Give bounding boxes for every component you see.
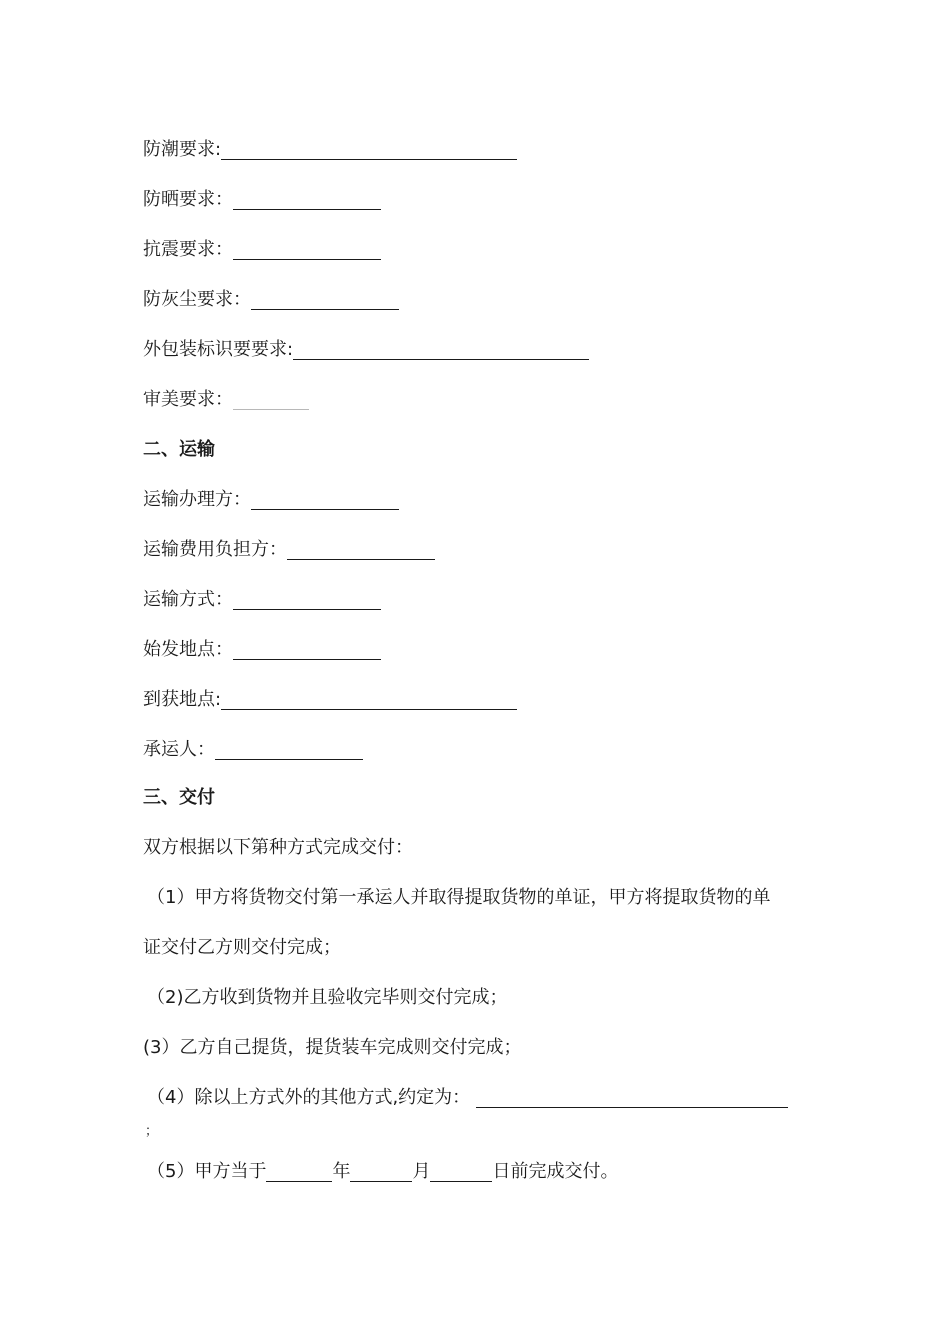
- moisture-requirement-row: [143, 138, 517, 162]
- field-label: 防潮要求:: [143, 139, 222, 160]
- fill-blank[interactable]: [287, 541, 435, 560]
- year-label: 年: [332, 1161, 351, 1182]
- fill-blank[interactable]: [221, 691, 517, 710]
- delivery-option-5: [147, 1160, 618, 1184]
- heading-text: 三、交付: [143, 787, 215, 808]
- aesthetic-requirement-row: [143, 388, 309, 412]
- field-label: 运输办理方：: [143, 489, 251, 510]
- day-blank[interactable]: [430, 1163, 492, 1182]
- paragraph-text: （1）甲方将货物交付第一承运人并取得提取货物的单证，甲方将提取货物的单: [147, 887, 771, 908]
- fill-blank[interactable]: [233, 191, 381, 210]
- field-label: 外包装标识要要求:: [143, 339, 294, 360]
- dustproof-requirement-row: [143, 288, 399, 312]
- paragraph-text: （2)乙方收到货物并且验收完毕则交付完成；: [147, 987, 508, 1008]
- fill-blank[interactable]: [233, 641, 381, 660]
- transport-cost-bearer-row: [143, 538, 435, 562]
- heading-text: 二、运输: [143, 439, 215, 460]
- paragraph-text: （4）除以上方式外的其他方式,约定为：: [147, 1087, 471, 1108]
- section-heading-delivery: [143, 786, 215, 810]
- delivery-option-4-terminator: [145, 1124, 158, 1140]
- delivery-option-1-continued: [143, 936, 341, 960]
- packaging-label-requirement-row: [143, 338, 589, 362]
- fill-blank[interactable]: [233, 391, 309, 410]
- transport-handler-row: [143, 488, 399, 512]
- destination-location-row: [143, 688, 517, 712]
- field-label: 承运人：: [143, 739, 215, 760]
- fill-blank[interactable]: [293, 341, 589, 360]
- paragraph-text: 证交付乙方则交付完成；: [143, 937, 341, 958]
- delivery-option-1: [147, 886, 770, 910]
- fill-blank[interactable]: [251, 291, 399, 310]
- day-label: 日前完成交付。: [492, 1161, 619, 1182]
- paragraph-text: 双方根据以下第种方式完成交付：: [143, 837, 413, 858]
- field-label: 防晒要求：: [143, 189, 233, 210]
- carrier-row: [143, 738, 363, 762]
- shockproof-requirement-row: [143, 238, 381, 262]
- delivery-intro: [143, 836, 413, 860]
- field-label: 抗震要求：: [143, 239, 233, 260]
- section-heading-transport: [143, 438, 215, 462]
- paragraph-text: （5）甲方当于: [147, 1161, 267, 1182]
- field-label: 运输费用负担方：: [143, 539, 287, 560]
- fill-blank[interactable]: [215, 741, 363, 760]
- sun-protection-requirement-row: [143, 188, 381, 212]
- field-label: 防灰尘要求：: [143, 289, 251, 310]
- field-label: 始发地点：: [143, 639, 233, 660]
- paragraph-text: ；: [145, 1124, 159, 1139]
- month-label: 月: [412, 1161, 431, 1182]
- field-label: 运输方式：: [143, 589, 233, 610]
- paragraph-text: (3）乙方自己提货，提货装车完成则交付完成；: [143, 1037, 522, 1058]
- fill-blank[interactable]: [233, 241, 381, 260]
- month-blank[interactable]: [350, 1163, 412, 1182]
- field-label: 到获地点:: [143, 689, 222, 710]
- delivery-option-4: [147, 1086, 788, 1110]
- fill-blank[interactable]: [251, 491, 399, 510]
- fill-blank[interactable]: [476, 1089, 788, 1108]
- field-label: 审美要求：: [143, 389, 233, 410]
- origin-location-row: [143, 638, 381, 662]
- delivery-option-3: [143, 1036, 521, 1060]
- fill-blank[interactable]: [233, 591, 381, 610]
- transport-method-row: [143, 588, 381, 612]
- delivery-option-2: [147, 986, 507, 1010]
- fill-blank[interactable]: [221, 141, 517, 160]
- year-blank[interactable]: [266, 1163, 332, 1182]
